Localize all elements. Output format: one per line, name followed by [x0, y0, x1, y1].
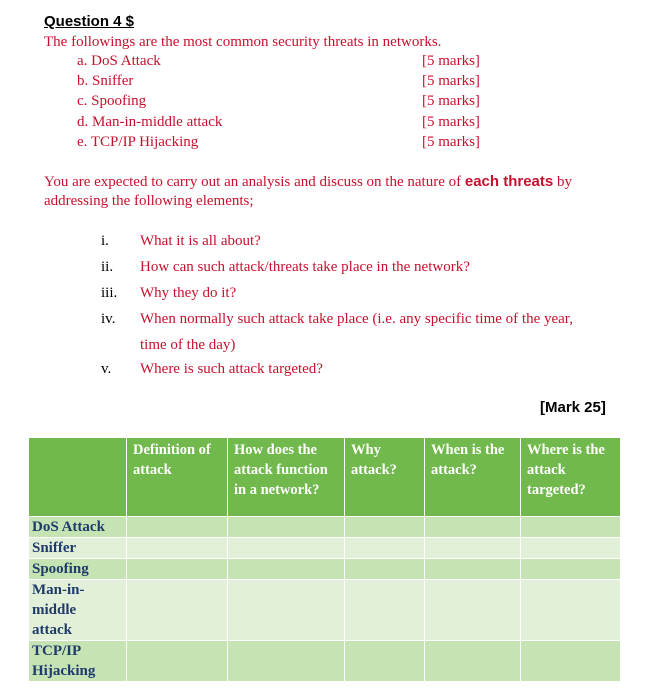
threat-option-label: e. TCP/IP Hijacking [77, 134, 199, 150]
threat-option [77, 73, 487, 93]
table-cell[interactable] [127, 580, 228, 641]
table-cell[interactable] [521, 538, 621, 559]
analysis-table [28, 437, 621, 682]
threat-option-marks: [5 marks] [422, 73, 480, 89]
instruction-paragraph [44, 172, 614, 211]
element-number: i. [101, 233, 109, 249]
table-row [29, 641, 621, 682]
table-cell[interactable] [345, 641, 425, 682]
element-text: Where is such attack targeted? [140, 361, 323, 377]
table-header-cell: Definition of attack [127, 438, 228, 517]
table-cell[interactable] [425, 559, 521, 580]
table-cell[interactable] [345, 517, 425, 538]
table-cell[interactable] [521, 580, 621, 641]
element-text: What it is all about? [140, 233, 261, 249]
question-title: Question 4 $ [44, 13, 135, 30]
element-text-continued: time of the day) [140, 337, 236, 353]
row-label-text: TCP/IP Hijacking [32, 643, 96, 679]
table-cell[interactable] [425, 538, 521, 559]
threat-option [77, 134, 487, 154]
table-row [29, 580, 621, 641]
threat-option-marks: [5 marks] [422, 134, 480, 150]
table-cell[interactable] [345, 559, 425, 580]
element-number: v. [101, 361, 112, 377]
row-label [29, 580, 127, 641]
row-label: DoS Attack [29, 517, 127, 538]
table-cell[interactable] [228, 559, 345, 580]
total-marks: [Mark 25] [540, 399, 606, 416]
table-row [29, 559, 621, 580]
table-cell[interactable] [228, 538, 345, 559]
table-row [29, 517, 621, 538]
table-header-cell: Why attack? [345, 438, 425, 517]
table-cell[interactable] [345, 580, 425, 641]
instruction-text-end: by addressing the following elements; [44, 174, 572, 209]
element-number: iv. [101, 311, 116, 327]
threat-option-marks: [5 marks] [422, 93, 480, 109]
table-cell[interactable] [228, 641, 345, 682]
threat-option-label: d. Man-in-middle attack [77, 114, 223, 130]
element-text: When normally such attack take place (i.e. any specific time of the year, [140, 311, 573, 327]
row-label [29, 641, 127, 682]
row-label: Sniffer [29, 538, 127, 559]
row-label-text: Man-in-middle attack [32, 582, 85, 638]
row-label: Spoofing [29, 559, 127, 580]
table-cell[interactable] [228, 580, 345, 641]
table-cell[interactable] [127, 517, 228, 538]
table-cell[interactable] [127, 559, 228, 580]
table-cell[interactable] [127, 538, 228, 559]
threat-option [77, 93, 487, 113]
table-header-cell: How does the attack function in a network? [228, 438, 345, 517]
element-text: Why they do it? [140, 285, 237, 301]
instruction-emphasis: each threats [464, 173, 554, 190]
threat-option-marks: [5 marks] [422, 53, 480, 69]
threat-option [77, 53, 487, 73]
threat-option-label: b. Sniffer [77, 73, 134, 89]
element-number: ii. [101, 259, 114, 275]
element-number: iii. [101, 285, 118, 301]
table-header-cell [29, 438, 127, 517]
table-cell[interactable] [521, 517, 621, 538]
table-cell[interactable] [127, 641, 228, 682]
question-intro: The followings are the most common security threats in networks. [44, 34, 442, 50]
table-header-cell: When is the attack? [425, 438, 521, 517]
threat-option-label: c. Spoofing [77, 93, 147, 109]
threat-option-label: a. DoS Attack [77, 53, 161, 69]
table-cell[interactable] [425, 641, 521, 682]
threat-option [77, 114, 487, 134]
table-cell[interactable] [345, 538, 425, 559]
table-cell[interactable] [521, 641, 621, 682]
table-cell[interactable] [425, 517, 521, 538]
table-cell[interactable] [228, 517, 345, 538]
threat-option-marks: [5 marks] [422, 114, 480, 130]
table-row [29, 538, 621, 559]
instruction-text: You are expected to carry out an analysis and discuss on the nature of [44, 174, 465, 190]
table-header-row [29, 438, 621, 517]
element-text: How can such attack/threats take place in the network? [140, 259, 470, 275]
table-cell[interactable] [425, 580, 521, 641]
table-header-cell: Where is the attack targeted? [521, 438, 621, 517]
table-cell[interactable] [521, 559, 621, 580]
